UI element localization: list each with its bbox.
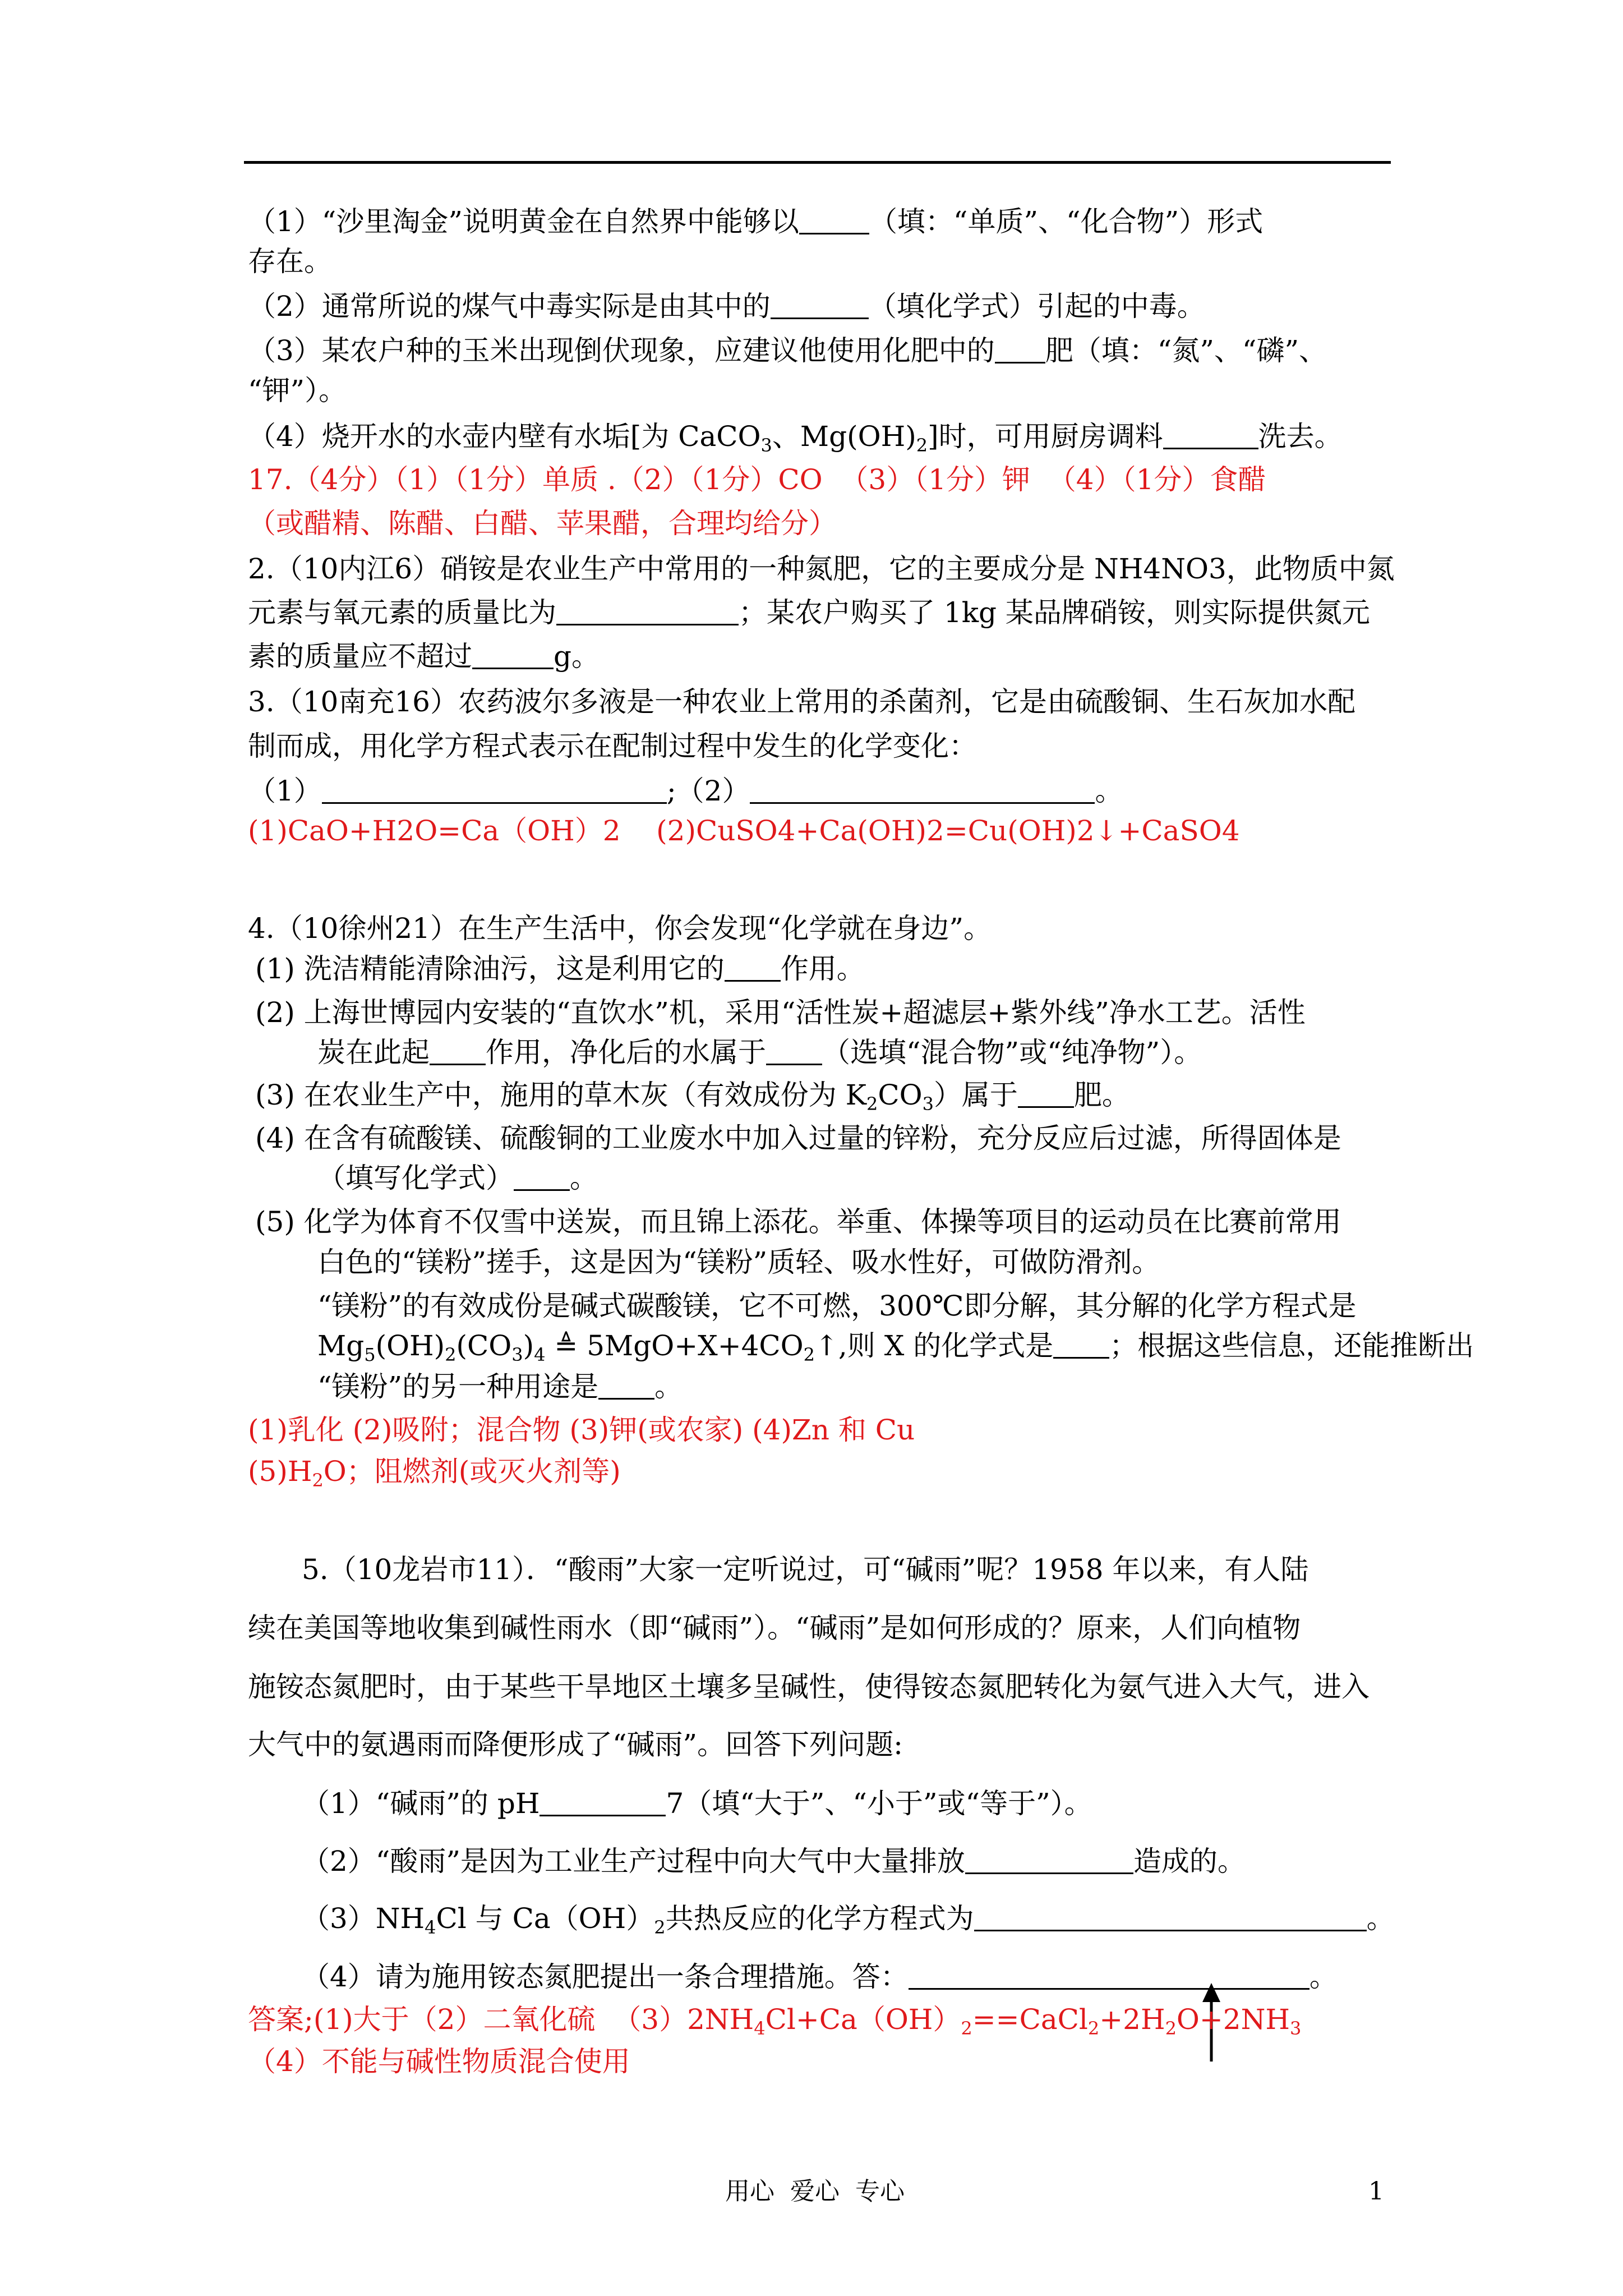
q4-part-5-line-3: “镁粉”的有效成份是碱式碳酸镁，它不可燃，300℃即分解，其分解的化学方程式是 (317, 1290, 1357, 1322)
q4-answer-line-2: $(5)H_2O$；阻燃剂(或灭火剂等) (248, 1455, 621, 1491)
q2-line-3: 素的质量应不超过 g。 (248, 640, 600, 673)
q5-sub-4: （4）请为施用铵态氮肥提出一条合理措施。答： 。 (302, 1961, 1338, 1993)
q4-line-1: 4.（10徐州21）在生产生活中，你会发现“化学就在身边”。 (248, 912, 992, 945)
q4-part-5-line-1: (5) 化学为体育不仅雪中送炭，而且锦上添花。举重、体操等项目的运动员在比赛前常用 (255, 1205, 1341, 1238)
answer-17-line-2: （或醋精、陈醋、白醋、苹果醋，合理均给分） (248, 507, 837, 540)
blank (598, 1373, 654, 1400)
blank (965, 1848, 1133, 1874)
q4-part-2-line-2: 炭在此起 作用，净化后的水属于 （选填“混合物”或“纯净物”）。 (317, 1036, 1202, 1069)
q1-line-4: （3）某农户种的玉米出现倒伏现象，应建议他使用化肥中的 肥（填：“氮”、“磷”、 (248, 334, 1327, 367)
blank (322, 777, 667, 804)
blank (556, 599, 739, 625)
blank (766, 1039, 822, 1065)
q4-part-4-line-1: (4) 在含有硫酸镁、硫酸铜的工业废水中加入过量的锌粉，充分反应后过滤，所得固体是 (255, 1122, 1341, 1154)
blank (909, 1963, 1310, 1990)
q5-line-2: 续在美国等地收集到碱性雨水（即“碱雨”）。“碱雨”是如何形成的？原来，人们向植物 (248, 1612, 1301, 1644)
q5-line-3: 施铵态氮肥时，由于某些干旱地区土壤多呈碱性，使得铵态氮肥转化为氨气进入大气，进入 (248, 1671, 1370, 1703)
blank (750, 777, 1095, 804)
q5-answer-line-2: （4）不能与碱性物质混合使用 (248, 2045, 630, 2078)
q5-line-1: 5.（10龙岩市11）．“酸雨”大家一定听说过，可“碱雨”呢？1958 年以来，有人陆 (302, 1553, 1309, 1586)
q4-part-5-equation: $Mg_5(OH)_2(CO_3)_4$ ≜ $5MgO+X+4CO_2↑$,则 X 的化学式是 ；根据这些信息，还能推断出 (317, 1329, 1474, 1365)
q3-line-3: （1） ;（2） 。 (248, 775, 1123, 807)
blank (540, 1790, 666, 1816)
answer-17-line-1: 17.（4分）（1）（1分）单质 .（2）（1分）CO （3）（1分）钾 （4）（1分）食醋 (248, 463, 1266, 496)
q4-part-1: (1) 洗洁精能清除油污，这是利用它的 作用。 (255, 953, 865, 985)
q2-line-1: 2.（10内江6）硝铵是农业生产中常用的一种氮肥，它的主要成分是 NH4NO3，此物质中氮 (248, 553, 1395, 585)
blank (472, 643, 554, 669)
q3-line-2: 制而成，用化学方程式表示在配制过程中发生的化学变化： (248, 730, 977, 762)
q5-sub-3: $(3)NH_4Cl$ 与 $Ca(OH)_2$共热反应的化学方程式为 。 (302, 1902, 1395, 1938)
q1-line-1: （1）“沙里淘金”说明黄金在自然界中能够以 （填：“单质”、“化合物”）形式 (248, 205, 1264, 238)
q1-line-3: （2）通常所说的煤气中毒实际是由其中的 （填化学式）引起的中毒。 (248, 290, 1205, 323)
q1-line-5: “钾”）。 (248, 374, 347, 407)
q4-part-4-line-2: （填写化学式） 。 (317, 1162, 598, 1194)
q5-sub-1: （1）“碱雨”的 pH 7（填“大于”、“小于”或“等于”）。 (302, 1787, 1092, 1820)
blank (1018, 1082, 1074, 1108)
blank (771, 293, 869, 319)
blank (974, 1905, 1367, 1931)
q3-answer: (1)CaO+H2O=Ca（OH）2 (2)CuSO4+Ca(OH)2=Cu(OH)2↓+CaSO4 (248, 815, 1240, 847)
q5-answer-line-1: 答案;(1)大于（2）二氧化硫 $(3)2NH_4Cl+Ca(OH)_2==CaCl_2+2H_2O+2NH_3$ (248, 2003, 1302, 2039)
q3-line-1: 3.（10南充16）农药波尔多液是一种农业上常用的杀菌剂，它是由硫酸铜、生石灰加水配 (248, 685, 1355, 718)
q4-answer-line-1: (1)乳化 (2)吸附；混合物 (3)钾(或农家) (4)Zn 和 Cu (248, 1414, 915, 1446)
q4-part-3: (3) 在农业生产中，施用的草木灰（有效成份为 $K_2CO_3$）属于 肥。 (255, 1079, 1130, 1115)
blank (514, 1165, 570, 1191)
q4-part-2-line-1: (2) 上海世博园内安装的“直饮水”机，采用“活性炭+超滤层+紫外线”净水工艺。活性 (255, 996, 1306, 1029)
q4-part-5-line-2: 白色的“镁粉”搓手，这是因为“镁粉”质轻、吸水性好，可做防滑剂。 (317, 1246, 1160, 1278)
blank (725, 955, 781, 982)
blank (1053, 1332, 1109, 1359)
blank (430, 1039, 486, 1065)
page-number: 1 (1368, 2177, 1384, 2206)
header-rule (244, 161, 1391, 164)
q5-line-4: 大气中的氨遇雨而降便形成了“碱雨”。回答下列问题: (248, 1728, 903, 1761)
blank (799, 208, 869, 234)
q5-sub-2: （2）“酸雨”是因为工业生产过程中向大气中大量排放 造成的。 (302, 1845, 1246, 1878)
blank (1163, 423, 1258, 449)
blank (995, 337, 1045, 364)
q2-line-2: 元素与氧元素的质量比为 ；某农户购买了 1kg 某品牌硝铵，则实际提供氮元 (248, 596, 1370, 629)
footer-motto: 用心 爱心 专心 (725, 2177, 905, 2206)
q4-part-5-line-5: “镁粉”的另一种用途是 。 (317, 1370, 683, 1403)
q1-line-6: （4）烧开水的水壶内壁有水垢[为 CaCO$_3$、$Mg(OH)_2$]时，可用厨房调料 洗去。 (248, 420, 1343, 456)
q1-line-2: 存在。 (248, 245, 332, 278)
